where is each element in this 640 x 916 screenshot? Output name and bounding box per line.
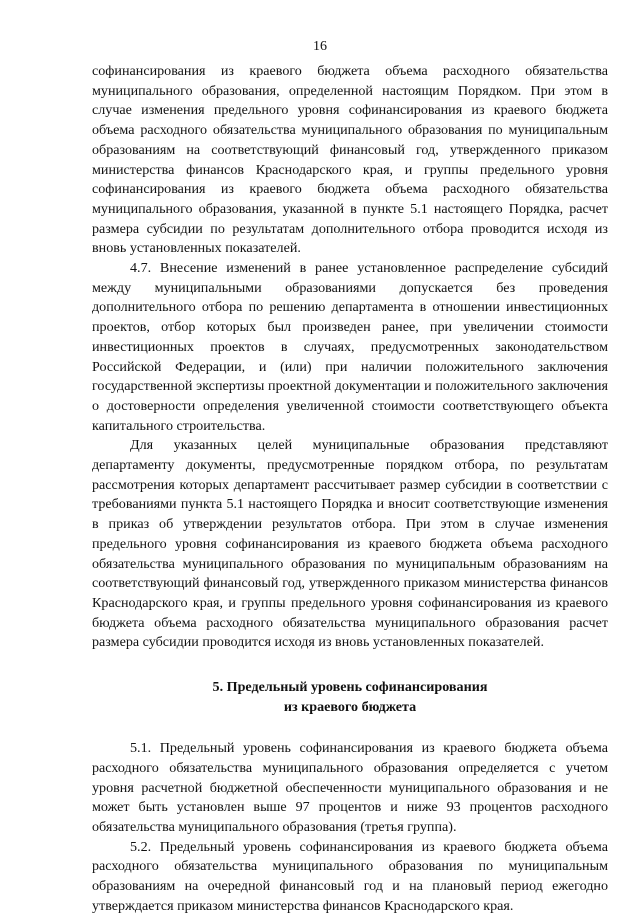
- paragraph-continuation: софинансирования из краевого бюджета объема расходного обязательства муниципального образования, определенной настоящим Порядком. При этом в случае изменения предельного уровня софинансирования из краевого бюджета объема расходного обязательства муниципального образования по муниципальным образованиям на соответствующий финансовый год, утвержденного приказом министерства финансов Краснодарского края, и группы предельного уровня софинансирования из краевого бюджета объема расходного обязательства муниципального образования, указанной в пункте 5.1 настоящего Порядка, расчет размера субсидии по результатам дополнительного отбора проводится исходя из вновь установленных показателей.: [92, 63, 608, 257]
- section-heading: [92, 677, 608, 717]
- paragraph-documents: Для указанных целей муниципальные образования представляют департаменту документы, предусмотренные порядком отбора, по результатам рассмотрения которых департамент рассчитывает размер субсидии в соответствии с требованиями пункта 5.1 настоящего Порядка и вносит соответствующие изменения в приказ об утверждении результатов отбора. При этом в случае изменения предельного уровня софинансирования из краевого бюджета объема расходного обязательства муниципального образования по муниципальным образованиям на соответствующий финансовый год, утвержденного приказом министерства финансов Краснодарского края, и группы предельного уровня софинансирования из краевого бюджета объема расходного обязательства муниципального образования расчет размера субсидии проводится исходя из вновь установленных показателей.: [92, 437, 608, 651]
- section-heading-line-2: из краевого бюджета: [283, 699, 417, 716]
- paragraph-5-1: 5.1. Предельный уровень софинансирования из краевого бюджета объема расходного обязательства муниципального образования определяется с учетом уровня расчетной бюджетной обеспеченности муниципального образования и не может быть установлен выше 97 процентов и ниже 93 процентов расходного обязательства муниципального образования (третья группа).: [92, 740, 608, 835]
- document-body: [92, 62, 608, 916]
- paragraph-5-2: 5.2. Предельный уровень софинансирования из краевого бюджета объема расходного обязательства муниципального образования по муниципальным образованиям на очередной финансовый год и на плановый период ежегодно утверждается приказом министерства финансов Краснодарского края.: [92, 838, 608, 914]
- paragraph-4-7: 4.7. Внесение изменений в ранее установленное распределение субсидий между муниципальными образованиями допускается без проведения дополнительного отбора по решению департамента в отношении инвестиционных проектов, отбор которых был произведен ранее, при увеличении стоимости инвестиционных проектов в случаях, предусмотренных законодательством Российской Федерации, и (или) при наличии положительного заключения государственной экспертизы проектной документации и положительного заключения о достоверности определения увеличенной стоимости соответствующего объекта капитального строительства.: [92, 260, 608, 434]
- page-number: 16: [313, 39, 327, 54]
- section-heading-line-1: 5. Предельный уровень софинансирования: [212, 679, 488, 696]
